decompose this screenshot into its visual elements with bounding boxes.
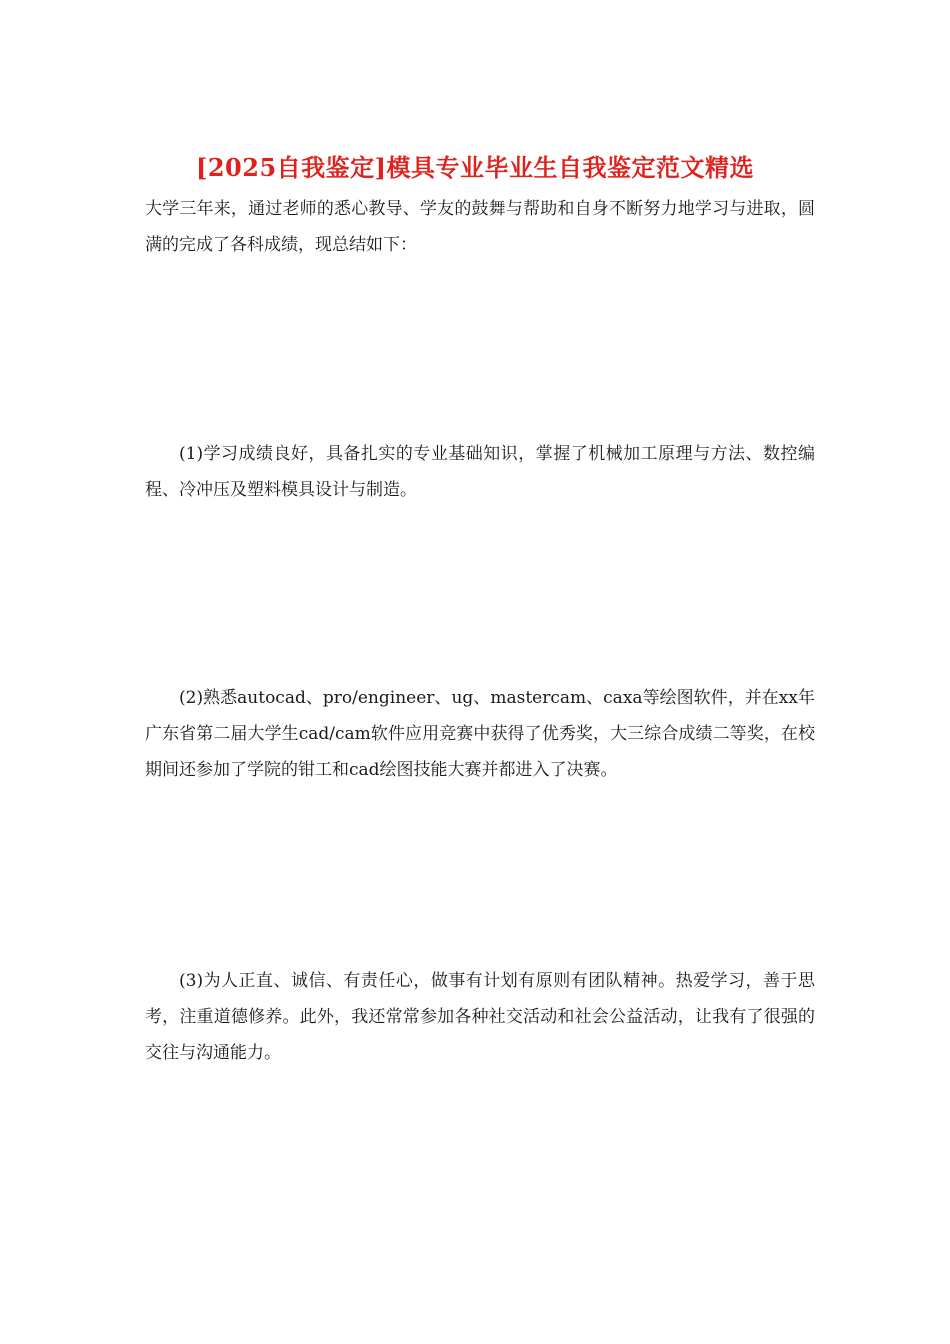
paragraph-2: (2)熟悉autocad、pro/engineer、ug、mastercam、caxa等绘图软件，并在xx年广东省第二届大学生cad/cam软件应用竞赛中获得了优秀奖，大三综合成绩二等奖，在校期间还参加了学院的钳工和cad绘图技能大赛并都进入了决赛。 <box>145 688 815 780</box>
paragraph-1: (1)学习成绩良好，具备扎实的专业基础知识，掌握了机械加工原理与方法、数控编程、冷冲压及塑料模具设计与制造。 <box>145 444 815 500</box>
intro-paragraph: 大学三年来，通过老师的悉心教导、学友的鼓舞与帮助和自身不断努力地学习与进取，圆满的完成了各科成绩，现总结如下： <box>145 199 815 255</box>
document-title: [2025自我鉴定]模具专业毕业生自我鉴定范文精选 <box>195 153 754 182</box>
paragraph-3: (3)为人正直、诚信、有责任心，做事有计划有原则有团队精神。热爱学习，善于思考，注重道德修养。此外，我还常常参加各种社交活动和社会公益活动，让我有了很强的交往与沟通能力。 <box>145 971 815 1063</box>
